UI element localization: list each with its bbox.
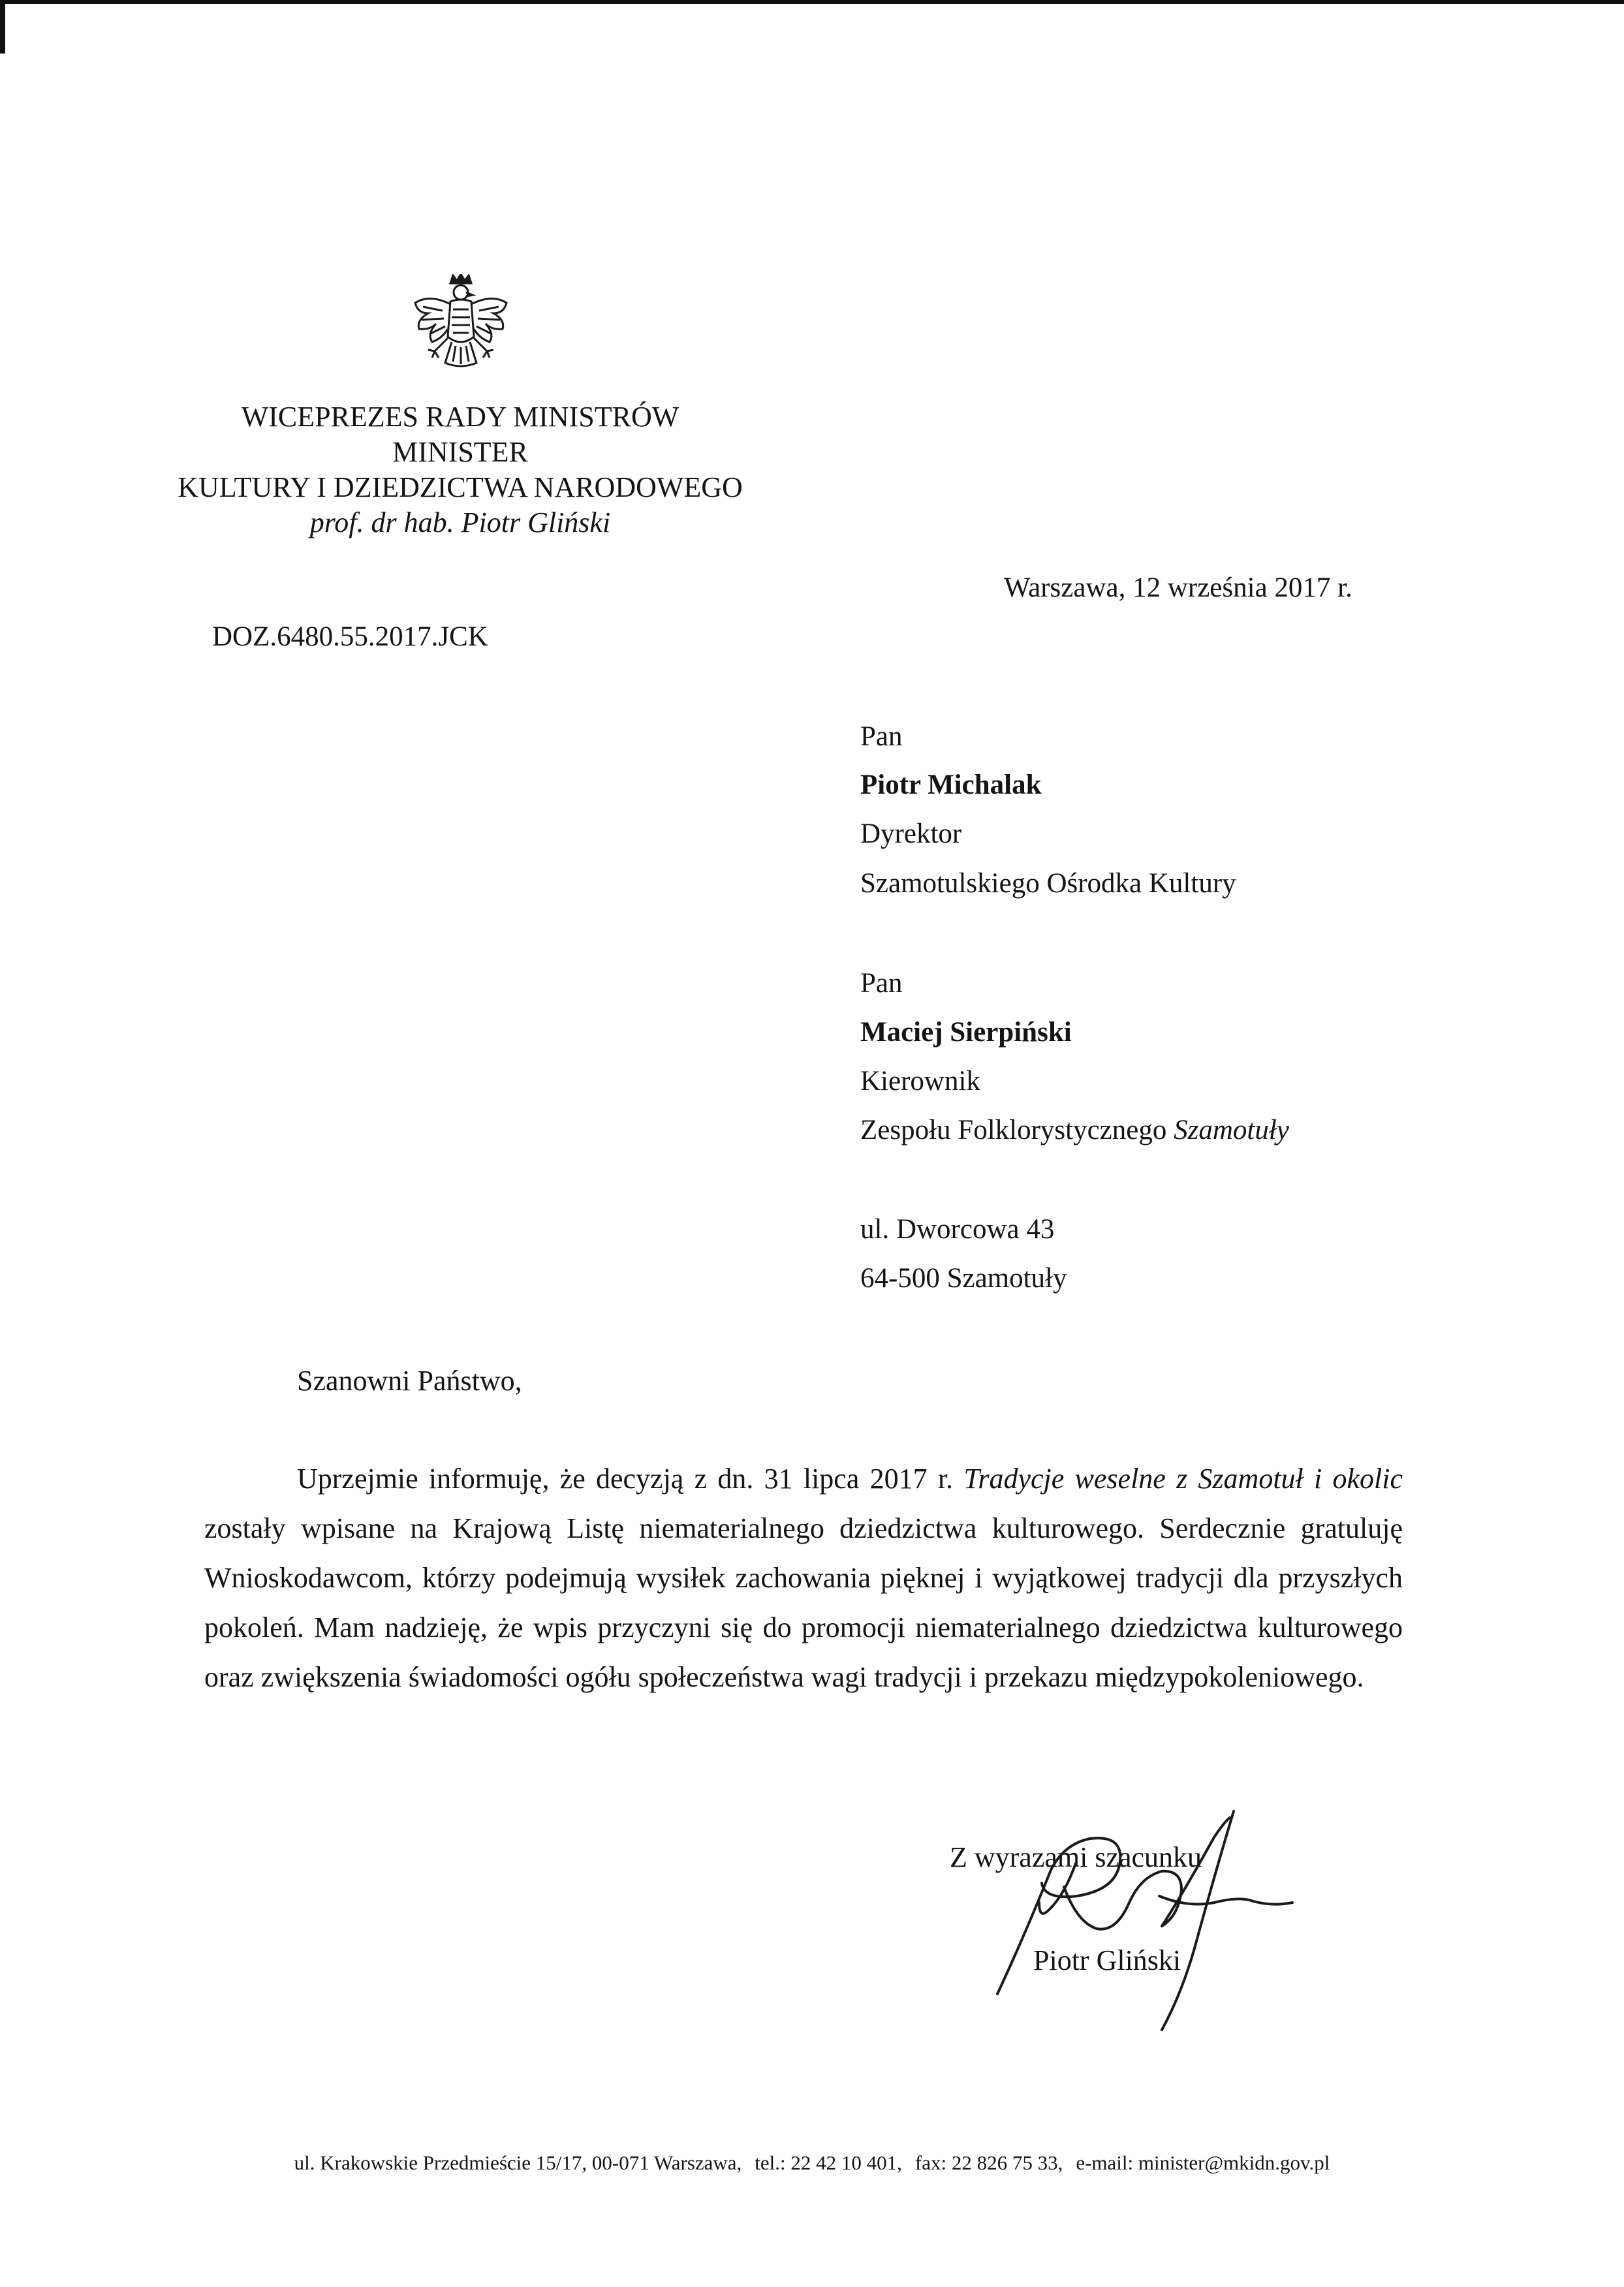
letterhead-minister: MINISTER	[392, 436, 528, 468]
letterhead-ministry: KULTURY I DZIEDZICTWA NARODOWEGO	[178, 471, 743, 503]
recipient-1-salutation: Pan	[860, 721, 903, 752]
signer-name: Piotr Gliński	[1033, 1944, 1181, 1976]
body-text-end: zostały wpisane na Krajową Listę niematerialnego dziedzictwa kulturowego. Serdecznie gratuluję Wnioskodawcom, którzy podejmują wysiłek zachowania pięknej i wyjątkowej tradycji dla przyszłych pokoleń. Mam nadzieję, że wpis przyczyni się do promocji niematerialnego dziedzictwa kulturowego oraz zwiększenia świadomości ogółu społeczeństwa wagi tradycji i przekazu międzypokoleniowego.	[204, 1512, 1403, 1693]
letter-body	[204, 1454, 1403, 1702]
recipient-2-organization	[860, 1114, 1289, 1146]
footer-fax: fax: 22 826 75 33,	[914, 2151, 1063, 2174]
scan-edge-top	[5, 0, 1624, 4]
body-text-start: Uprzejmie informuję, że decyzją z dn. 31 lipca 2017 r.	[297, 1463, 954, 1495]
recipient-1-organization: Szamotulskiego Ośrodka Kultury	[860, 868, 1236, 899]
footer-contact	[0, 2151, 1624, 2175]
address-city: 64-500 Szamotuły	[860, 1263, 1067, 1294]
recipient-2-salutation: Pan	[860, 968, 903, 999]
footer-address: ul. Krakowskie Przedmieście 15/17, 00-071 Warszawa,	[294, 2151, 742, 2174]
letter-date: Warszawa, 12 września 2017 r.	[1004, 572, 1352, 603]
polish-eagle-emblem-icon	[410, 274, 512, 380]
reference-number: DOZ.6480.55.2017.JCK	[212, 621, 488, 652]
handwritten-signature	[966, 1798, 1299, 2040]
letterhead-signatory: prof. dr hab. Piotr Gliński	[309, 506, 611, 538]
scan-edge-corner	[0, 0, 5, 54]
recipient-2-title: Kierownik	[860, 1066, 980, 1097]
address-street: ul. Dworcowa 43	[860, 1214, 1055, 1245]
letterhead-title: WICEPREZES RADY MINISTRÓW	[241, 401, 679, 433]
recipient-1-name: Piotr Michalak	[860, 770, 1042, 800]
footer-phone: tel.: 22 42 10 401,	[755, 2151, 902, 2174]
footer-email: e-mail: minister@mkidn.gov.pl	[1076, 2151, 1330, 2174]
recipient-1-title: Dyrektor	[860, 818, 962, 849]
body-text-italic-title: Tradycje weselne z Szamotuł i okolic	[963, 1463, 1403, 1495]
recipient-2-name: Maciej Sierpiński	[860, 1017, 1072, 1048]
greeting: Szanowni Państwo,	[297, 1365, 522, 1397]
letterhead	[131, 399, 790, 540]
closing: Z wyrazami szacunku	[950, 1841, 1202, 1873]
recipient-2-organization-name: Szamotuły	[1174, 1115, 1289, 1145]
recipient-2-organization-prefix: Zespołu Folklorystycznego	[860, 1115, 1167, 1145]
